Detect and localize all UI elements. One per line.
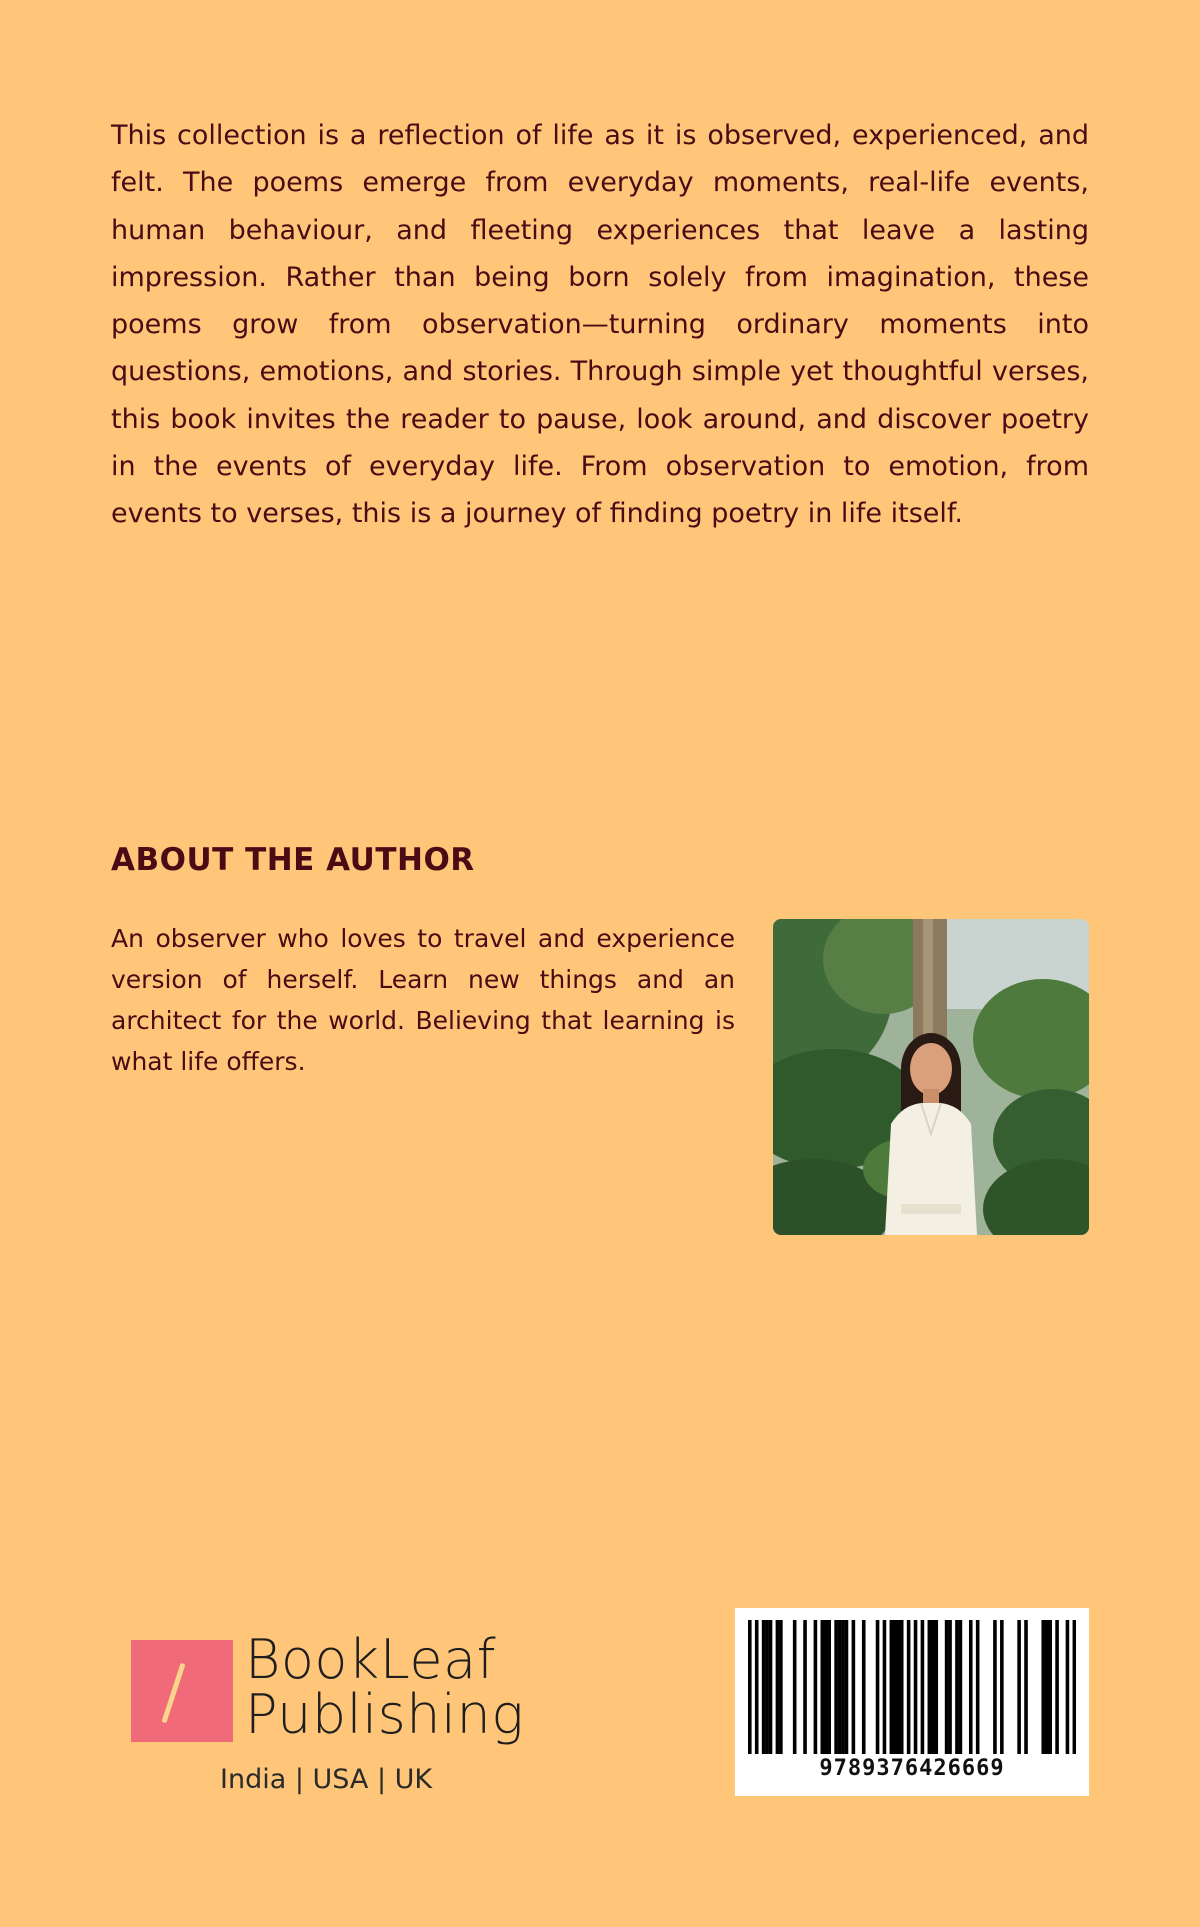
barcode-bar	[993, 1620, 997, 1754]
barcode-bar	[928, 1620, 932, 1754]
barcode-bar	[1000, 1620, 1004, 1754]
barcode-bar	[890, 1620, 894, 1754]
barcode-bar	[969, 1620, 973, 1754]
isbn-barcode	[735, 1608, 1089, 1796]
about-author-text: An observer who loves to travel and experience version of herself. Learn new things and an architect for the world. Believing that learning is what life offers.	[111, 924, 735, 1076]
barcode-bars	[748, 1620, 1076, 1754]
barcode-bar	[824, 1620, 828, 1754]
barcode-bar	[841, 1620, 845, 1754]
barcode-bar	[900, 1620, 904, 1754]
barcode-bar	[845, 1620, 849, 1754]
isbn-number: 9789376426669	[819, 1756, 1005, 1781]
barcode-bar	[1024, 1620, 1028, 1754]
barcode-bar	[776, 1620, 780, 1754]
barcode-bar	[1017, 1620, 1021, 1754]
author-photo	[773, 919, 1089, 1235]
barcode-bar	[934, 1620, 938, 1754]
barcode-bar	[907, 1620, 911, 1754]
barcode-bar	[814, 1620, 818, 1754]
barcode-bar	[893, 1620, 897, 1754]
barcode-bar	[779, 1620, 783, 1754]
barcode-bar	[852, 1620, 856, 1754]
barcode-bar	[755, 1620, 759, 1754]
barcode-bar	[803, 1620, 807, 1754]
barcode-bar	[827, 1620, 831, 1754]
barcode-bar	[876, 1620, 880, 1754]
barcode-bar	[838, 1620, 842, 1754]
barcode-bar	[769, 1620, 773, 1754]
publisher-name-line1: BookLeaf	[245, 1628, 497, 1691]
barcode-bar	[1055, 1620, 1059, 1754]
barcode-bar	[1045, 1620, 1049, 1754]
barcode-bar	[762, 1620, 766, 1754]
barcode-bar	[948, 1620, 952, 1754]
logo-mark	[131, 1640, 233, 1742]
barcode-bar	[748, 1620, 752, 1754]
barcode-bar	[914, 1620, 918, 1754]
barcode-bar	[765, 1620, 769, 1754]
barcode-bar	[976, 1620, 980, 1754]
barcode-bar	[1048, 1620, 1052, 1754]
publisher-regions: India | USA | UK	[220, 1764, 433, 1795]
barcode-bar	[862, 1620, 866, 1754]
slash-icon	[162, 1663, 186, 1724]
barcode-bar	[883, 1620, 887, 1754]
barcode-bar	[921, 1620, 925, 1754]
publisher-name-line2: Publishing	[245, 1683, 525, 1746]
barcode-bar	[793, 1620, 797, 1754]
book-blurb: This collection is a reflection of life as it is observed, experienced, and felt. The poems emerge from everyday moments, real-life events, human behaviour, and fleeting experiences that leave a lasting impression. Rather than being born solely from imagination, these poems grow from observation—turning ordinary moments into questions, emotions, and stories. Through simple yet thoughtful verses, this book invites the reader to pause, look around, and discover poetry in the events of everyday life. From observation to emotion, from events to verses, this is a journey of finding poetry in life itself.	[111, 120, 1089, 530]
barcode-bar	[834, 1620, 838, 1754]
barcode-bar	[1066, 1620, 1070, 1754]
barcode-bar	[955, 1620, 959, 1754]
barcode-bar	[945, 1620, 949, 1754]
barcode-bar	[959, 1620, 963, 1754]
barcode-bar	[1041, 1620, 1045, 1754]
barcode-bar	[821, 1620, 825, 1754]
about-author-heading: ABOUT THE AUTHOR	[111, 842, 475, 878]
barcode-bar	[896, 1620, 900, 1754]
barcode-bar	[1073, 1620, 1076, 1754]
barcode-bar	[931, 1620, 935, 1754]
